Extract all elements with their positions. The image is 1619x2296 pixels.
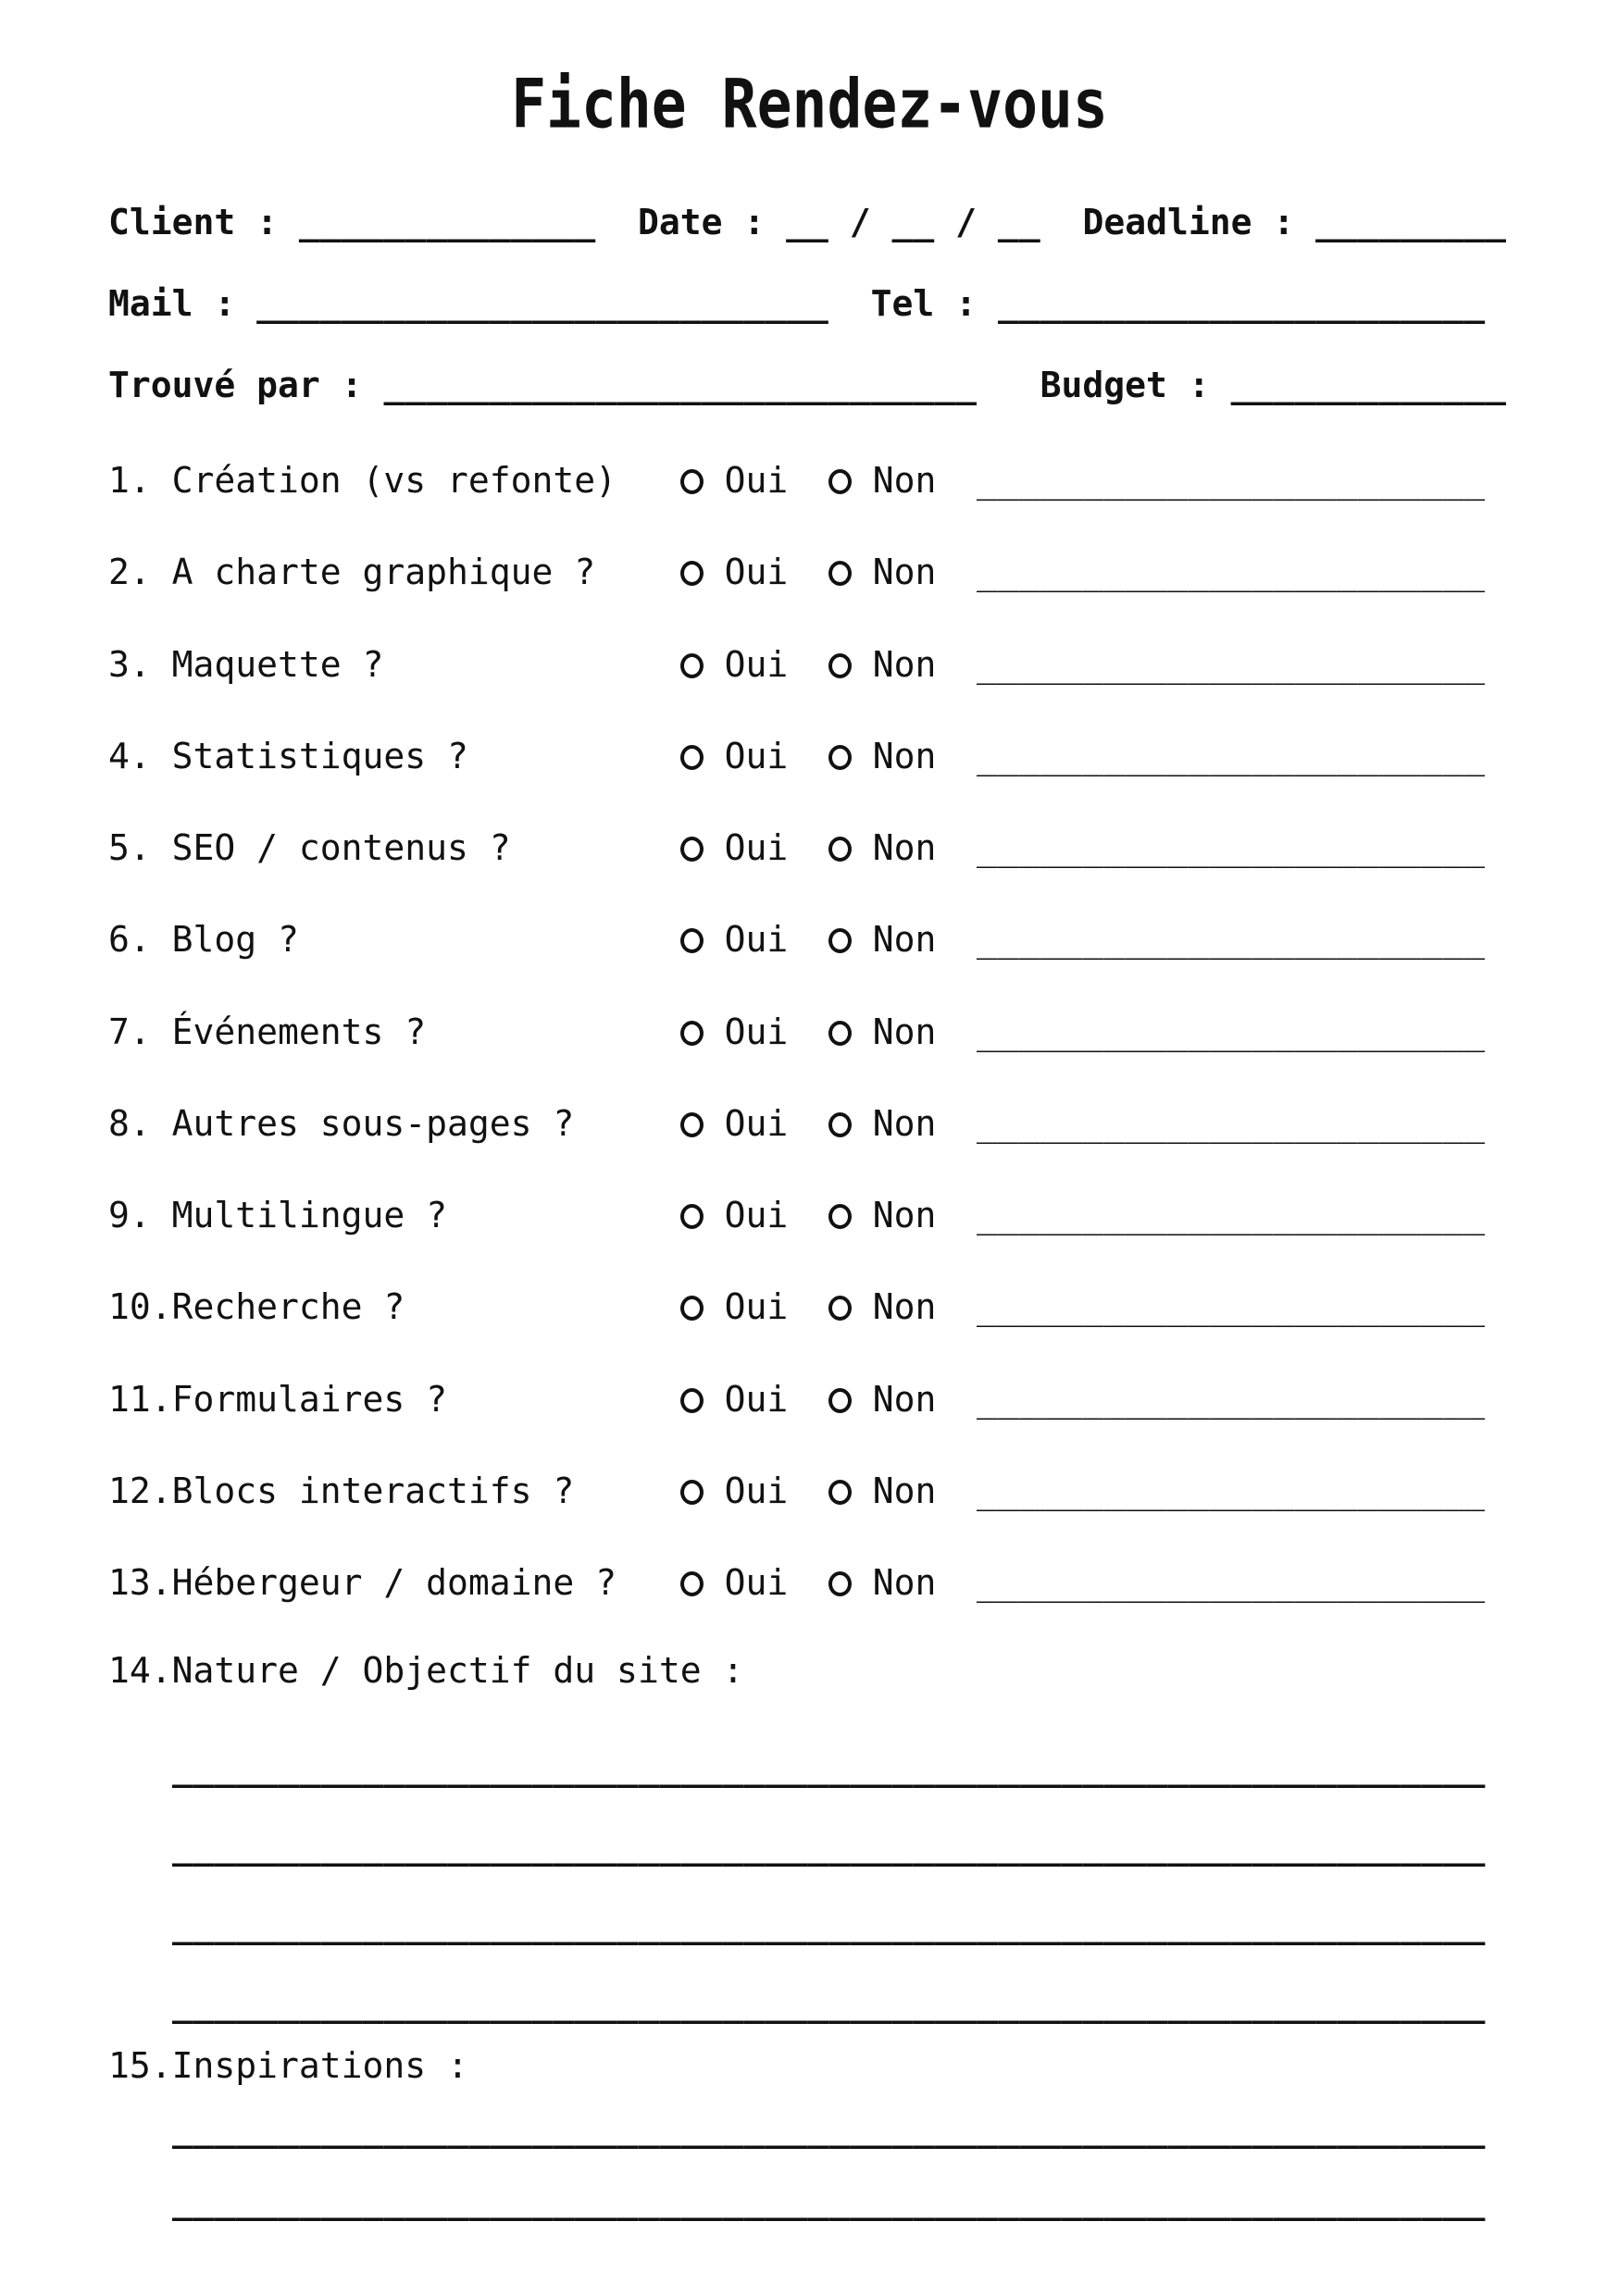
oui-option (680, 643, 828, 686)
question-number: 1. (108, 460, 151, 501)
notes-line-field: ______________________________________________________________ (172, 2108, 1486, 2149)
client-label: Client : (108, 202, 279, 242)
answer-line-field: ________________________ (976, 552, 1486, 593)
non-option (828, 1378, 977, 1421)
answer-line-field: ________________________ (976, 1470, 1486, 1511)
budget-blank-field: _____________ (1230, 365, 1507, 405)
non-option (828, 1285, 977, 1328)
answer-line-field: ________________________ (976, 1102, 1486, 1144)
non-option (828, 459, 977, 502)
answer-line-field: ________________________ (976, 1011, 1486, 1052)
answer-line-field: ________________________ (976, 1378, 1486, 1420)
oui-label: Oui (724, 552, 789, 593)
non-label: Non (872, 919, 937, 961)
radio-non-icon (828, 1480, 852, 1505)
answer-line-field: ________________________ (976, 1562, 1486, 1603)
non-label: Non (872, 1195, 937, 1235)
radio-oui-icon (680, 1388, 704, 1413)
oui-option (680, 1194, 828, 1236)
question-label: Événements ? (171, 1011, 427, 1052)
radio-oui-icon (680, 561, 704, 586)
non-option (828, 1470, 977, 1512)
trouve-par-label: Trouvé par : (108, 365, 363, 405)
oui-label: Oui (724, 827, 789, 868)
non-label: Non (872, 1378, 937, 1420)
oui-option (680, 735, 828, 777)
oui-label: Oui (724, 460, 789, 501)
oui-option (680, 1285, 828, 1328)
mail-label: Mail : (108, 283, 236, 324)
question-number: 3. (108, 643, 151, 685)
oui-option (680, 1378, 828, 1421)
non-option (828, 826, 977, 869)
radio-oui-icon (680, 653, 704, 678)
radio-oui-icon (680, 1480, 704, 1505)
oui-label: Oui (724, 1011, 789, 1052)
question-row (108, 1011, 1485, 1053)
question-label: Blog ? (171, 919, 299, 961)
question-label: Blocs interactifs ? (171, 1470, 575, 1511)
question-label: Statistiques ? (171, 735, 468, 776)
oui-option (680, 1102, 828, 1145)
answer-line-field: ________________________ (976, 460, 1486, 501)
answer-line-field: ________________________ (976, 735, 1486, 776)
tel-label: Tel : (870, 283, 978, 324)
answer-line-field: ________________________ (976, 1286, 1486, 1328)
deadline-label: Deadline : (1082, 202, 1295, 242)
non-label: Non (872, 735, 937, 776)
non-option (828, 735, 977, 777)
radio-non-icon (828, 1021, 852, 1046)
notes-line-field: ______________________________________________________________ (172, 1983, 1486, 2024)
mail-blank-field: ___________________________ (256, 283, 828, 324)
radio-oui-icon (680, 1571, 704, 1596)
oui-label: Oui (724, 1195, 789, 1235)
tel-blank-field: _______________________ (997, 283, 1486, 324)
radio-non-icon (828, 561, 852, 586)
notes-line-field: ______________________________________________________________ (172, 1747, 1486, 1788)
non-option (828, 1561, 977, 1604)
question-number: 5. (108, 827, 151, 868)
oui-label: Oui (724, 1470, 789, 1511)
oui-option (680, 1470, 828, 1512)
notes-line-field: ______________________________________________________________ (172, 1905, 1486, 1945)
date-blank-field: __ / __ / __ (786, 202, 1040, 242)
page-title: Fiche Rendez-vous (511, 65, 1108, 143)
oui-label: Oui (724, 1378, 789, 1420)
answer-line-field: ________________________ (976, 643, 1486, 685)
non-option (828, 1194, 977, 1236)
trouve-par-blank-field: ____________________________ (383, 365, 978, 405)
header-row-client-date-deadline (108, 201, 1506, 243)
question-number: 12. (108, 1470, 172, 1511)
radio-oui-icon (680, 745, 704, 770)
non-option (828, 918, 977, 961)
client-blank-field: ______________ (298, 202, 596, 242)
radio-oui-icon (680, 469, 704, 494)
question-row (108, 1285, 1485, 1328)
question-number: 15. (108, 2045, 172, 2086)
question-label: SEO / contenus ? (171, 827, 511, 868)
question-label: Multilingue ? (171, 1195, 448, 1235)
oui-label: Oui (724, 919, 789, 961)
notes-line-field: ______________________________________________________________ (172, 2180, 1486, 2221)
radio-oui-icon (680, 837, 704, 862)
question-row (108, 2044, 468, 2087)
deadline-blank-field: _________ (1315, 202, 1507, 242)
question-row (108, 1649, 743, 1692)
question-label: Recherche ? (171, 1286, 405, 1328)
oui-label: Oui (724, 735, 789, 776)
question-label: Formulaires ? (171, 1378, 448, 1420)
oui-option (680, 1561, 828, 1604)
question-row (108, 735, 1485, 777)
radio-non-icon (828, 745, 852, 770)
question-number: 6. (108, 919, 151, 961)
question-row (108, 1102, 1485, 1145)
non-label: Non (872, 1286, 937, 1328)
header-row-mail-tel (108, 282, 1485, 325)
question-number: 7. (108, 1011, 151, 1052)
non-label: Non (872, 827, 937, 868)
radio-non-icon (828, 1296, 852, 1321)
question-row (108, 918, 1485, 961)
non-label: Non (872, 1470, 937, 1511)
oui-label: Oui (724, 1102, 789, 1144)
oui-label: Oui (724, 1562, 789, 1603)
radio-non-icon (828, 1112, 852, 1137)
oui-option (680, 459, 828, 502)
non-option (828, 1102, 977, 1145)
non-label: Non (872, 1102, 937, 1144)
question-number: 11. (108, 1378, 172, 1420)
radio-non-icon (828, 653, 852, 678)
non-option (828, 1011, 977, 1053)
question-label: Inspirations : (171, 2045, 468, 2086)
question-row (108, 1194, 1485, 1236)
question-number: 10. (108, 1286, 172, 1328)
radio-oui-icon (680, 1112, 704, 1137)
question-row (108, 826, 1485, 869)
question-label: Autres sous-pages ? (171, 1102, 575, 1144)
radio-oui-icon (680, 1296, 704, 1321)
question-row (108, 1561, 1485, 1604)
question-row (108, 643, 1485, 686)
oui-label: Oui (724, 1286, 789, 1328)
question-row (108, 1378, 1485, 1421)
budget-label: Budget : (1040, 365, 1210, 405)
non-label: Non (872, 460, 937, 501)
question-number: 14. (108, 1650, 172, 1691)
oui-option (680, 918, 828, 961)
question-row (108, 459, 1485, 502)
question-number: 8. (108, 1102, 151, 1144)
oui-label: Oui (724, 643, 789, 685)
non-label: Non (872, 1562, 937, 1603)
question-number: 13. (108, 1562, 172, 1603)
question-label: Nature / Objectif du site : (171, 1650, 744, 1691)
question-number: 9. (108, 1195, 151, 1235)
non-label: Non (872, 552, 937, 593)
question-number: 2. (108, 552, 151, 593)
radio-oui-icon (680, 1021, 704, 1046)
oui-option (680, 826, 828, 869)
radio-non-icon (828, 1571, 852, 1596)
radio-non-icon (828, 469, 852, 494)
notes-line-field: ______________________________________________________________ (172, 1826, 1486, 1867)
answer-line-field: ________________________ (976, 919, 1486, 961)
question-label: A charte graphique ? (171, 552, 596, 593)
answer-line-field: ________________________ (976, 1195, 1486, 1235)
oui-option (680, 1011, 828, 1053)
date-label: Date : (637, 202, 766, 242)
oui-option (680, 551, 828, 593)
non-option (828, 551, 977, 593)
non-option (828, 643, 977, 686)
radio-non-icon (828, 837, 852, 862)
radio-oui-icon (680, 1204, 704, 1229)
answer-line-field: ________________________ (976, 827, 1486, 868)
question-number: 4. (108, 735, 151, 776)
question-row (108, 1470, 1485, 1512)
radio-oui-icon (680, 928, 704, 953)
question-row (108, 551, 1485, 593)
radio-non-icon (828, 928, 852, 953)
question-label: Maquette ? (171, 643, 384, 685)
radio-non-icon (828, 1388, 852, 1413)
header-row-trouve-budget (108, 364, 1506, 406)
question-label: Création (vs refonte) (171, 460, 617, 501)
non-label: Non (872, 1011, 937, 1052)
non-label: Non (872, 643, 937, 685)
radio-non-icon (828, 1204, 852, 1229)
question-label: Hébergeur / domaine ? (171, 1562, 617, 1603)
